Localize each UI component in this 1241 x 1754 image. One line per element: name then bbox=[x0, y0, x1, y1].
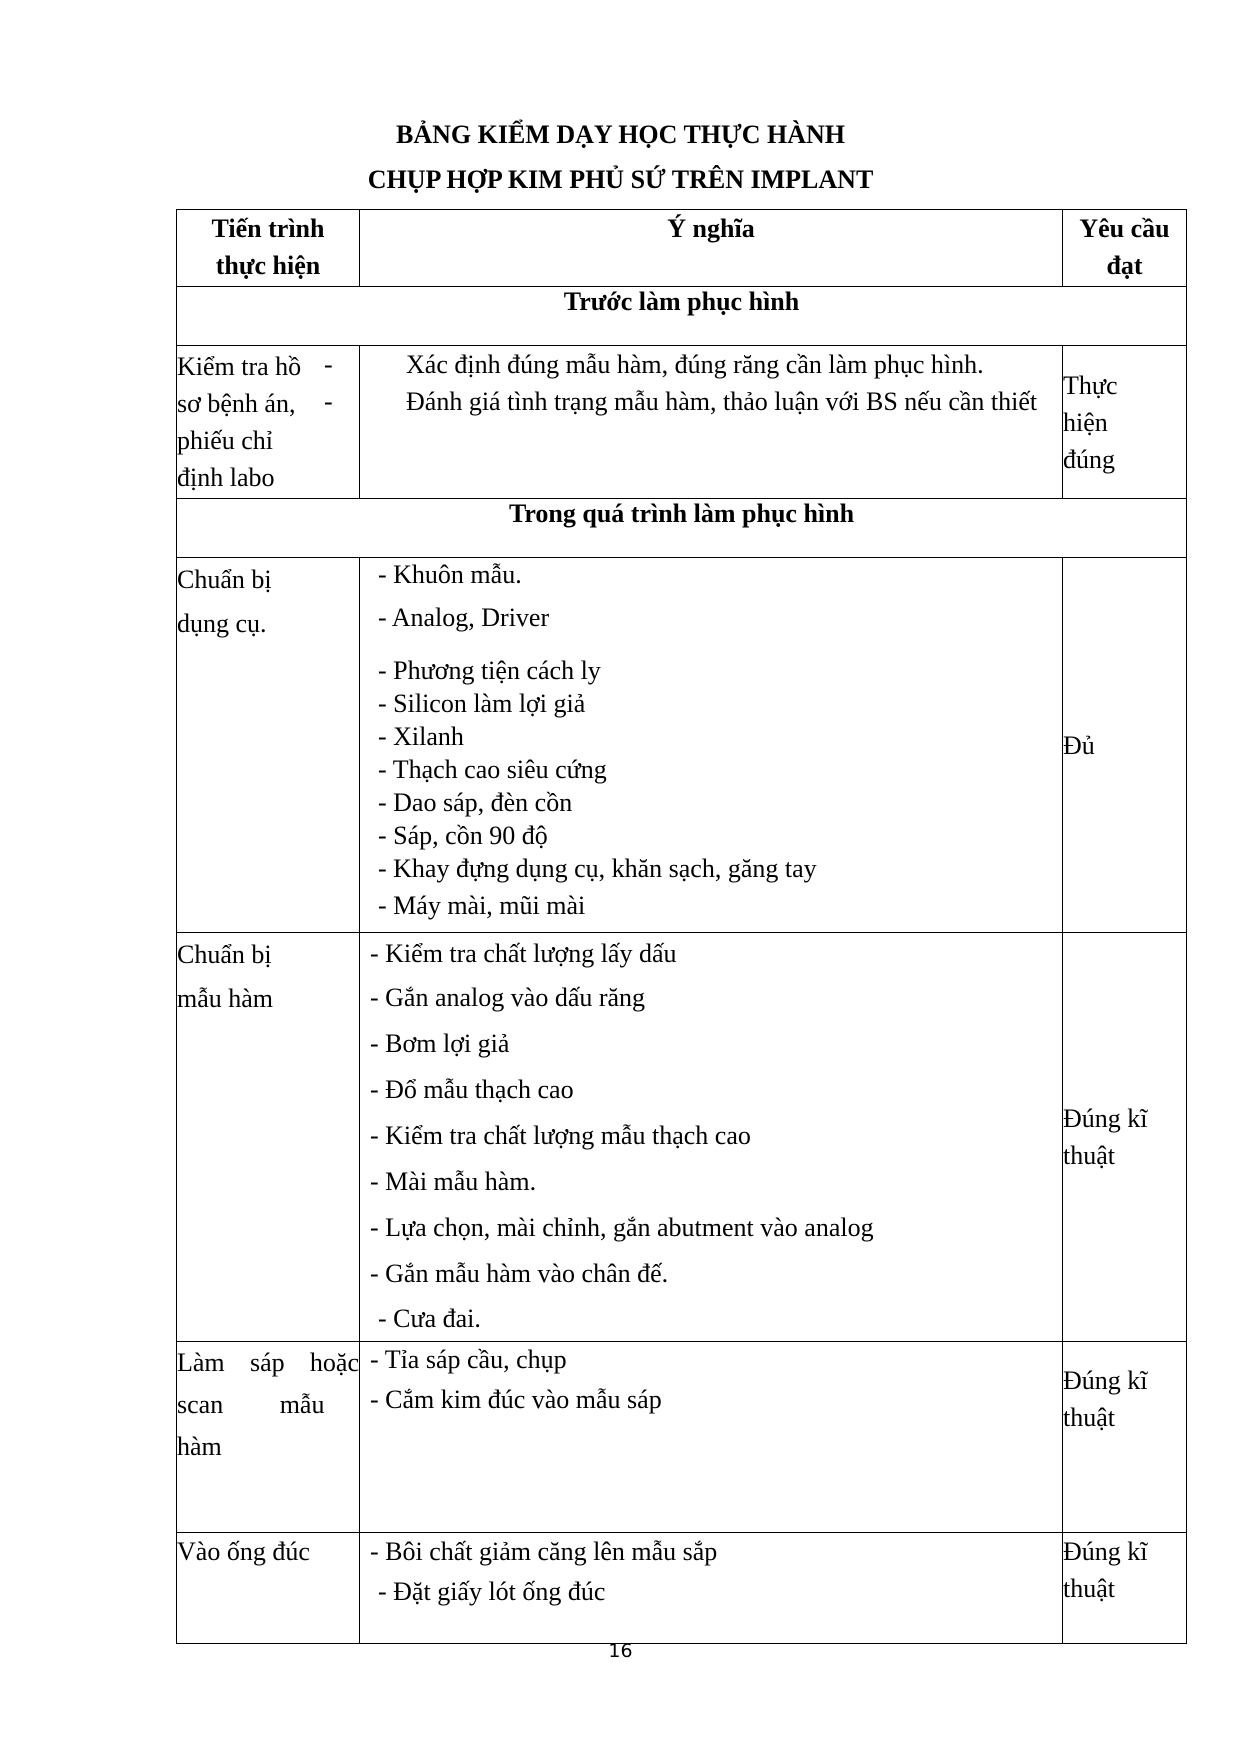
section-row bbox=[177, 499, 1187, 558]
step-line: sơ bệnh án, bbox=[177, 389, 296, 418]
list-item: - Phương tiện cách ly bbox=[378, 656, 601, 685]
requirement-line: thuật bbox=[1063, 1141, 1115, 1170]
header-meaning bbox=[360, 210, 1063, 287]
header-step-line-1: Tiến trình bbox=[211, 214, 325, 243]
step-cell bbox=[177, 933, 360, 1342]
requirement-cell bbox=[1063, 1533, 1187, 1644]
requirement-line: Đúng kĩ bbox=[1063, 1104, 1148, 1133]
list-item: - Xác định đúng mẫu hàm, đúng răng cần làm phục hình. bbox=[360, 346, 1054, 383]
document-title-line-2: CHỤP HỢP KIM PHỦ SỨ TRÊN IMPLANT bbox=[367, 165, 874, 194]
requirement-line: Đúng kĩ bbox=[1063, 1537, 1148, 1566]
requirement-cell bbox=[1063, 933, 1187, 1342]
header-requirement-line-1: Yêu cầu bbox=[1079, 214, 1170, 243]
step-cell bbox=[177, 1342, 360, 1533]
step-cell bbox=[177, 558, 360, 933]
meaning-cell bbox=[360, 558, 1063, 933]
list-item: - Khay đựng dụng cụ, khăn sạch, găng tay bbox=[378, 854, 817, 883]
list-item: - Xilanh bbox=[378, 722, 464, 751]
meaning-list bbox=[360, 1533, 1062, 1613]
section-row bbox=[177, 287, 1187, 346]
step-line: dụng cụ. bbox=[177, 609, 267, 638]
requirement-line: thuật bbox=[1063, 1403, 1115, 1432]
table-row bbox=[177, 1342, 1187, 1533]
list-item: - Bôi chất giảm căng lên mẫu sắp bbox=[370, 1537, 718, 1566]
step-line: định labo bbox=[177, 463, 275, 492]
meaning-list bbox=[360, 1342, 1062, 1422]
list-item: - Máy mài, mũi mài bbox=[378, 891, 586, 920]
document-title-line-1: BẢNG KIỂM DẠY HỌC THỰC HÀNH bbox=[396, 120, 845, 149]
list-item: - Khuôn mẫu. bbox=[378, 560, 522, 589]
table-row bbox=[177, 558, 1187, 933]
meaning-list bbox=[360, 933, 1062, 1341]
page-number: 16 bbox=[608, 1640, 633, 1662]
list-item: - Silicon làm lợi giả bbox=[378, 689, 586, 718]
list-item: - Đổ mẫu thạch cao bbox=[370, 1075, 574, 1104]
list-item: - Kiểm tra chất lượng mẫu thạch cao bbox=[370, 1121, 751, 1150]
step-cell bbox=[177, 1533, 360, 1644]
step-line: phiếu chỉ bbox=[177, 426, 274, 455]
requirement-line: Đủ bbox=[1063, 730, 1095, 760]
meaning-cell bbox=[360, 933, 1063, 1342]
requirement-cell bbox=[1063, 1342, 1187, 1533]
step-line: scan mẫu bbox=[177, 1390, 325, 1419]
list-item: - Bơm lợi giả bbox=[370, 1029, 510, 1058]
meaning-list bbox=[360, 558, 1062, 922]
list-item: - Gắn analog vào dấu răng bbox=[370, 983, 646, 1012]
list-item: - Analog, Driver bbox=[378, 603, 550, 632]
requirement-line: thuật bbox=[1063, 1574, 1115, 1603]
requirement-line: đúng bbox=[1063, 444, 1115, 474]
header-requirement bbox=[1063, 210, 1187, 287]
requirement-cell bbox=[1063, 558, 1187, 933]
list-item: - Sáp, cồn 90 độ bbox=[378, 821, 548, 850]
list-item: - Cắm kim đúc vào mẫu sáp bbox=[370, 1385, 662, 1414]
meaning-cell bbox=[360, 346, 1063, 499]
requirement-line: hiện bbox=[1063, 407, 1108, 437]
table-row bbox=[177, 346, 1187, 499]
table-header-row bbox=[177, 210, 1187, 287]
list-item: - Đánh giá tình trạng mẫu hàm, thảo luận với BS nếu cần thiết bbox=[360, 383, 1054, 420]
table-row bbox=[177, 933, 1187, 1342]
list-item: - Thạch cao siêu cứng bbox=[378, 755, 607, 784]
header-step-line-2: thực hiện bbox=[215, 251, 321, 280]
step-line: Vào ống đúc bbox=[177, 1537, 310, 1566]
list-item: - Kiểm tra chất lượng lấy dấu bbox=[370, 939, 677, 968]
step-line: mẫu hàm bbox=[177, 984, 274, 1013]
table-row bbox=[177, 1533, 1187, 1644]
requirement-line: Đúng kĩ bbox=[1063, 1366, 1148, 1395]
step-line: hàm bbox=[177, 1432, 222, 1461]
list-item: - Đặt giấy lót ống đúc bbox=[378, 1577, 606, 1606]
meaning-list bbox=[360, 346, 1062, 420]
checklist-table bbox=[176, 209, 1187, 1644]
list-item: - Cưa đai. bbox=[378, 1304, 481, 1333]
list-item: - Dao sáp, đèn cồn bbox=[378, 788, 573, 817]
step-line: Làm sáp hoặc bbox=[177, 1348, 359, 1377]
section-before: Trước làm phục hình bbox=[177, 287, 1187, 346]
list-item: - Mài mẫu hàm. bbox=[370, 1167, 537, 1196]
list-item: - Gắn mẫu hàm vào chân đế. bbox=[370, 1259, 669, 1288]
meaning-cell bbox=[360, 1342, 1063, 1533]
requirement-line: Thực bbox=[1063, 370, 1118, 400]
requirement-cell bbox=[1063, 346, 1187, 499]
step-line: Kiểm tra hồ bbox=[177, 352, 302, 381]
header-requirement-line-2: đạt bbox=[1106, 251, 1143, 280]
list-item: - Tỉa sáp cầu, chụp bbox=[370, 1345, 567, 1374]
header-meaning-label: Ý nghĩa bbox=[667, 214, 755, 243]
step-line: Chuẩn bị bbox=[177, 565, 272, 594]
header-step bbox=[177, 210, 360, 287]
list-item: - Lựa chọn, mài chỉnh, gắn abutment vào analog bbox=[370, 1213, 874, 1242]
meaning-cell bbox=[360, 1533, 1063, 1644]
section-during: Trong quá trình làm phục hình bbox=[177, 499, 1187, 558]
step-line: Chuẩn bị bbox=[177, 940, 272, 969]
